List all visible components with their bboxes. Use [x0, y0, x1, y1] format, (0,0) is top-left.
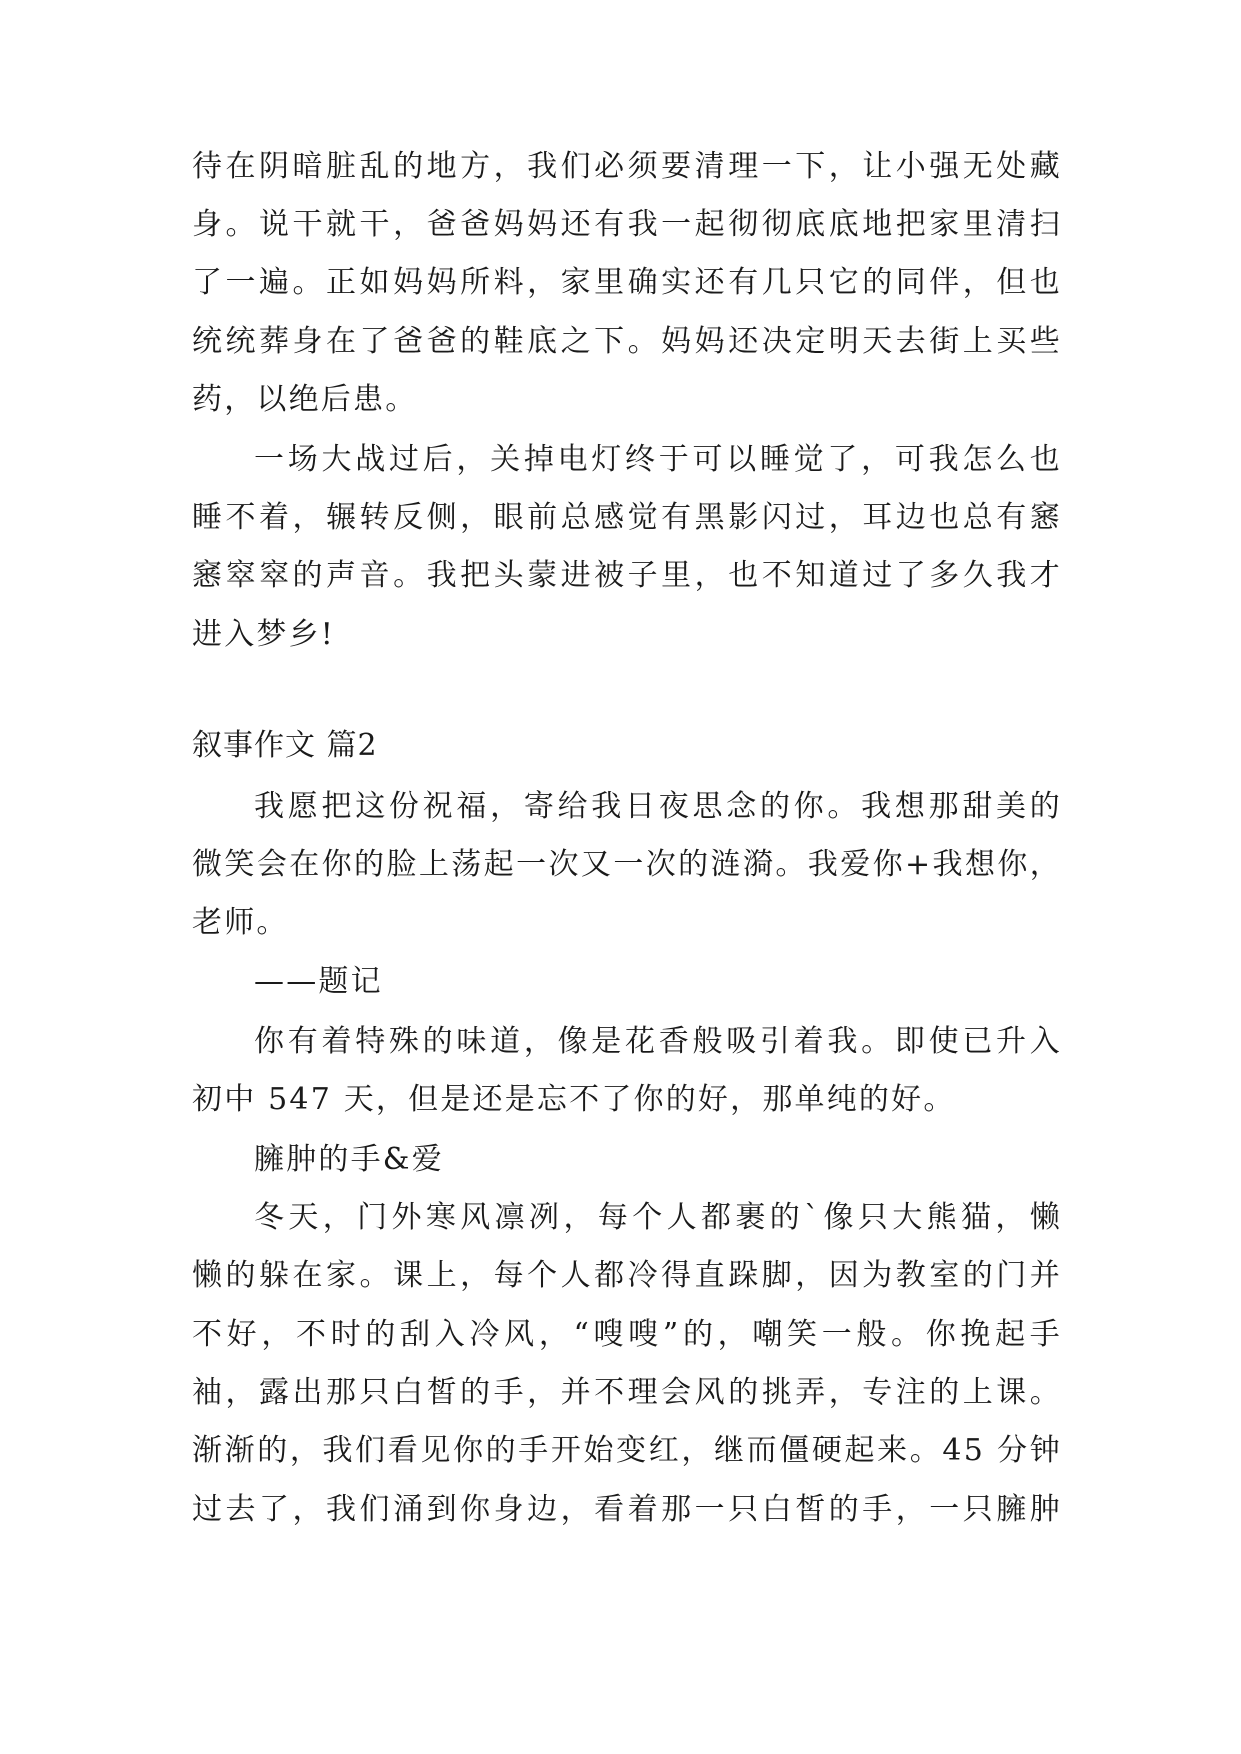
- paragraph-line: 懒的躲在家。课上，每个人都冷得直跺脚，因为教室的门并: [192, 1258, 1062, 1293]
- paragraph-line: 了一遍。正如妈妈所料，家里确实还有几只它的同伴，但也: [192, 265, 1062, 300]
- section-heading: 叙事作文 篇2: [192, 728, 378, 763]
- paragraph-line: 药，以绝后患。: [192, 382, 418, 417]
- paragraph-line: 统统葬身在了爸爸的鞋底之下。妈妈还决定明天去街上买些: [192, 324, 1062, 359]
- paragraph-line: 初中 547 天，但是还是忘不了你的好，那单纯的好。: [192, 1082, 956, 1117]
- paragraph-line: 冬天，门外寒风凛冽，每个人都裹的`像只大熊猫，懒: [254, 1200, 1062, 1235]
- paragraph-line: 我愿把这份祝福，寄给我日夜思念的你。我想那甜美的: [254, 789, 1062, 824]
- paragraph-line: 不好，不时的刮入冷风，“嗖嗖”的，嘲笑一般。你挽起手: [192, 1317, 1062, 1352]
- paragraph-line: 一场大战过后，关掉电灯终于可以睡觉了，可我怎么也: [254, 442, 1062, 477]
- paragraph-line: 过去了，我们涌到你身边，看着那一只白皙的手，一只臃肿: [192, 1492, 1062, 1527]
- subheading: 臃肿的手&爱: [254, 1142, 444, 1177]
- paragraph-line: 待在阴暗脏乱的地方，我们必须要清理一下，让小强无处藏: [192, 149, 1062, 184]
- paragraph-line: 老师。: [192, 905, 289, 940]
- paragraph-line: 渐渐的，我们看见你的手开始变红，继而僵硬起来。45 分钟: [192, 1433, 1062, 1468]
- paragraph-line: 窸窣窣的声音。我把头蒙进被子里，也不知道过了多久我才: [192, 558, 1062, 593]
- paragraph-line: 微笑会在你的脸上荡起一次又一次的涟漪。我爱你+我想你，: [192, 847, 1062, 882]
- paragraph-line: 袖，露出那只白皙的手，并不理会风的挑弄，专注的上课。: [192, 1375, 1062, 1410]
- paragraph-line: 身。说干就干，爸爸妈妈还有我一起彻彻底底地把家里清扫: [192, 207, 1062, 242]
- paragraph-line: 睡不着，辗转反侧，眼前总感觉有黑影闪过，耳边也总有窸: [192, 500, 1062, 535]
- paragraph-line: 进入梦乡!: [192, 617, 336, 652]
- paragraph-line: 你有着特殊的味道，像是花香般吸引着我。即使已升入: [254, 1024, 1062, 1059]
- epigraph-attribution: ——题记: [254, 964, 383, 999]
